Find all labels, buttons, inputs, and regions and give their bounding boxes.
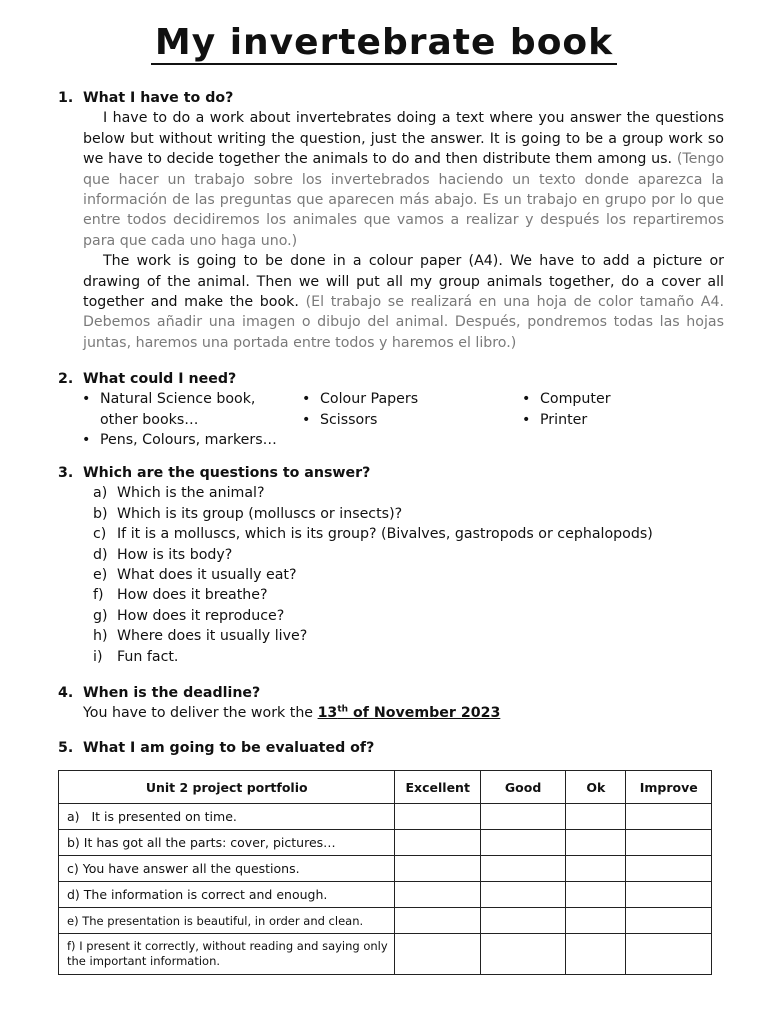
section-questions [58,463,724,667]
question-item: a) Which is the animal? [93,485,265,502]
list-item: • Scissors [298,410,518,430]
section-2-heading: 2. What could I need? [58,371,237,387]
title-text: My invertebrate book [151,22,617,65]
rating-cell[interactable] [395,934,481,975]
rating-cell[interactable] [481,830,566,856]
paragraph-1: I have to do a work about invertebrates doing a text where you answer the questions below but without writing the question, just the answer. It is going to be a group work so we have to decide together the animals to do and then distribute them among us. (Tengo que hacer un trabajo sobre los invertebrados haciendo un texto donde aparezca la información de las preguntas que aparecen más abajo. Es un trabajo en grupo por lo que entre todos decidiremos los animales que vamos a realizar y después los repartiremos para que cada uno haga uno.) [83,110,725,249]
rating-cell[interactable] [566,804,626,830]
header-excellent: Excellent [395,771,481,804]
header-improve: Improve [626,771,712,804]
section-deadline [58,683,724,724]
list-item: • Natural Science book, other books… [78,389,260,430]
criteria-cell: a) It is presented on time. [59,804,395,830]
rating-cell[interactable] [395,908,481,934]
rating-cell[interactable] [481,804,566,830]
rating-cell[interactable] [626,934,712,975]
section-3-heading: 3. Which are the questions to answer? [58,465,371,481]
section-4-heading: 4. When is the deadline? [58,685,261,701]
table-row [59,908,712,934]
table-row [59,856,712,882]
rating-cell[interactable] [481,908,566,934]
table-row [59,804,712,830]
table-row [59,934,712,975]
criteria-cell: d) The information is correct and enough. [59,882,395,908]
header-portfolio: Unit 2 project portfolio [59,771,395,804]
question-item: h) Where does it usually live? [93,628,308,645]
question-item: c) If it is a molluscs, which is its group? (Bivalves, gastropods or cephalopods) [93,526,653,543]
rating-cell[interactable] [481,882,566,908]
list-item: • Printer [518,410,718,430]
rating-cell[interactable] [481,856,566,882]
question-item: i) Fun fact. [93,648,179,665]
rating-cell[interactable] [566,908,626,934]
rating-cell[interactable] [395,830,481,856]
list-item: • Colour Papers [298,389,518,409]
rating-cell[interactable] [395,882,481,908]
question-item: b) Which is its group (molluscs or insects)? [93,505,403,522]
criteria-cell: c) You have answer all the questions. [59,856,395,882]
criteria-cell: f) I present it correctly, without reading and saying only the important information. [59,934,395,975]
criteria-cell: b) It has got all the parts: cover, pictures… [59,830,395,856]
evaluation-table [58,770,712,975]
paragraph-2-spanish: (El trabajo se realizará en una hoja de color tamaño A4. Debemos añadir una imagen o dibujo del animal. Después, pondremos todas las hojas juntas, haremos una portada entre todos y haremos el libro.) [83,294,724,351]
table-header-row [59,771,712,804]
paragraph-2: The work is going to be done in a colour paper (A4). We have to add a picture or drawing of the animal. Then we will put all my group animals together, do a cover all together and make the book. (El trabajo se realizará en una hoja de color tamaño A4. Debemos añadir una imagen o dibujo del animal. Después, pondremos todas las hojas juntas, haremos una portada entre todos y haremos el libro.) [83,253,724,351]
section-1-heading: 1. What I have to do? [58,90,234,106]
rating-cell[interactable] [566,882,626,908]
table-row [59,830,712,856]
section-what-need [58,369,724,451]
deadline-text: You have to deliver the work the 13th of November 2023 [83,704,501,722]
list-item: • Pens, Colours, markers… [78,430,298,450]
rating-cell[interactable] [626,830,712,856]
section-5-heading: 5. What I am going to be evaluated of? [58,740,375,756]
list-item: • Computer [518,389,718,409]
rating-cell[interactable] [566,856,626,882]
materials-list [78,389,724,450]
rating-cell[interactable] [626,908,712,934]
header-ok: Ok [566,771,626,804]
table-row [59,882,712,908]
criteria-cell: e) The presentation is beautiful, in order and clean. [59,908,395,934]
rating-cell[interactable] [626,856,712,882]
section-evaluation [58,738,724,758]
rating-cell[interactable] [395,856,481,882]
document-title [0,22,768,64]
question-item: g) How does it reproduce? [93,607,285,624]
rating-cell[interactable] [481,934,566,975]
deadline-date: 13th of November 2023 [317,704,501,722]
rating-cell[interactable] [626,804,712,830]
rating-cell[interactable] [566,934,626,975]
paragraph-1-spanish: (Tengo que hacer un trabajo sobre los invertebrados haciendo un texto donde aparezca la información de las preguntas que aparecen más abajo. Es un trabajo en grupo por lo que entre todos decidiremos los animales que vamos a realizar y después los repartiremos para que cada uno haga uno.) [83,151,725,249]
rating-cell[interactable] [626,882,712,908]
questions-list [93,483,724,667]
question-item: f) How does it breathe? [93,587,268,604]
question-item: e) What does it usually eat? [93,567,297,584]
header-good: Good [481,771,566,804]
rating-cell[interactable] [395,804,481,830]
rating-cell[interactable] [566,830,626,856]
question-item: d) How is its body? [93,546,233,563]
section-what-to-do [58,88,724,353]
